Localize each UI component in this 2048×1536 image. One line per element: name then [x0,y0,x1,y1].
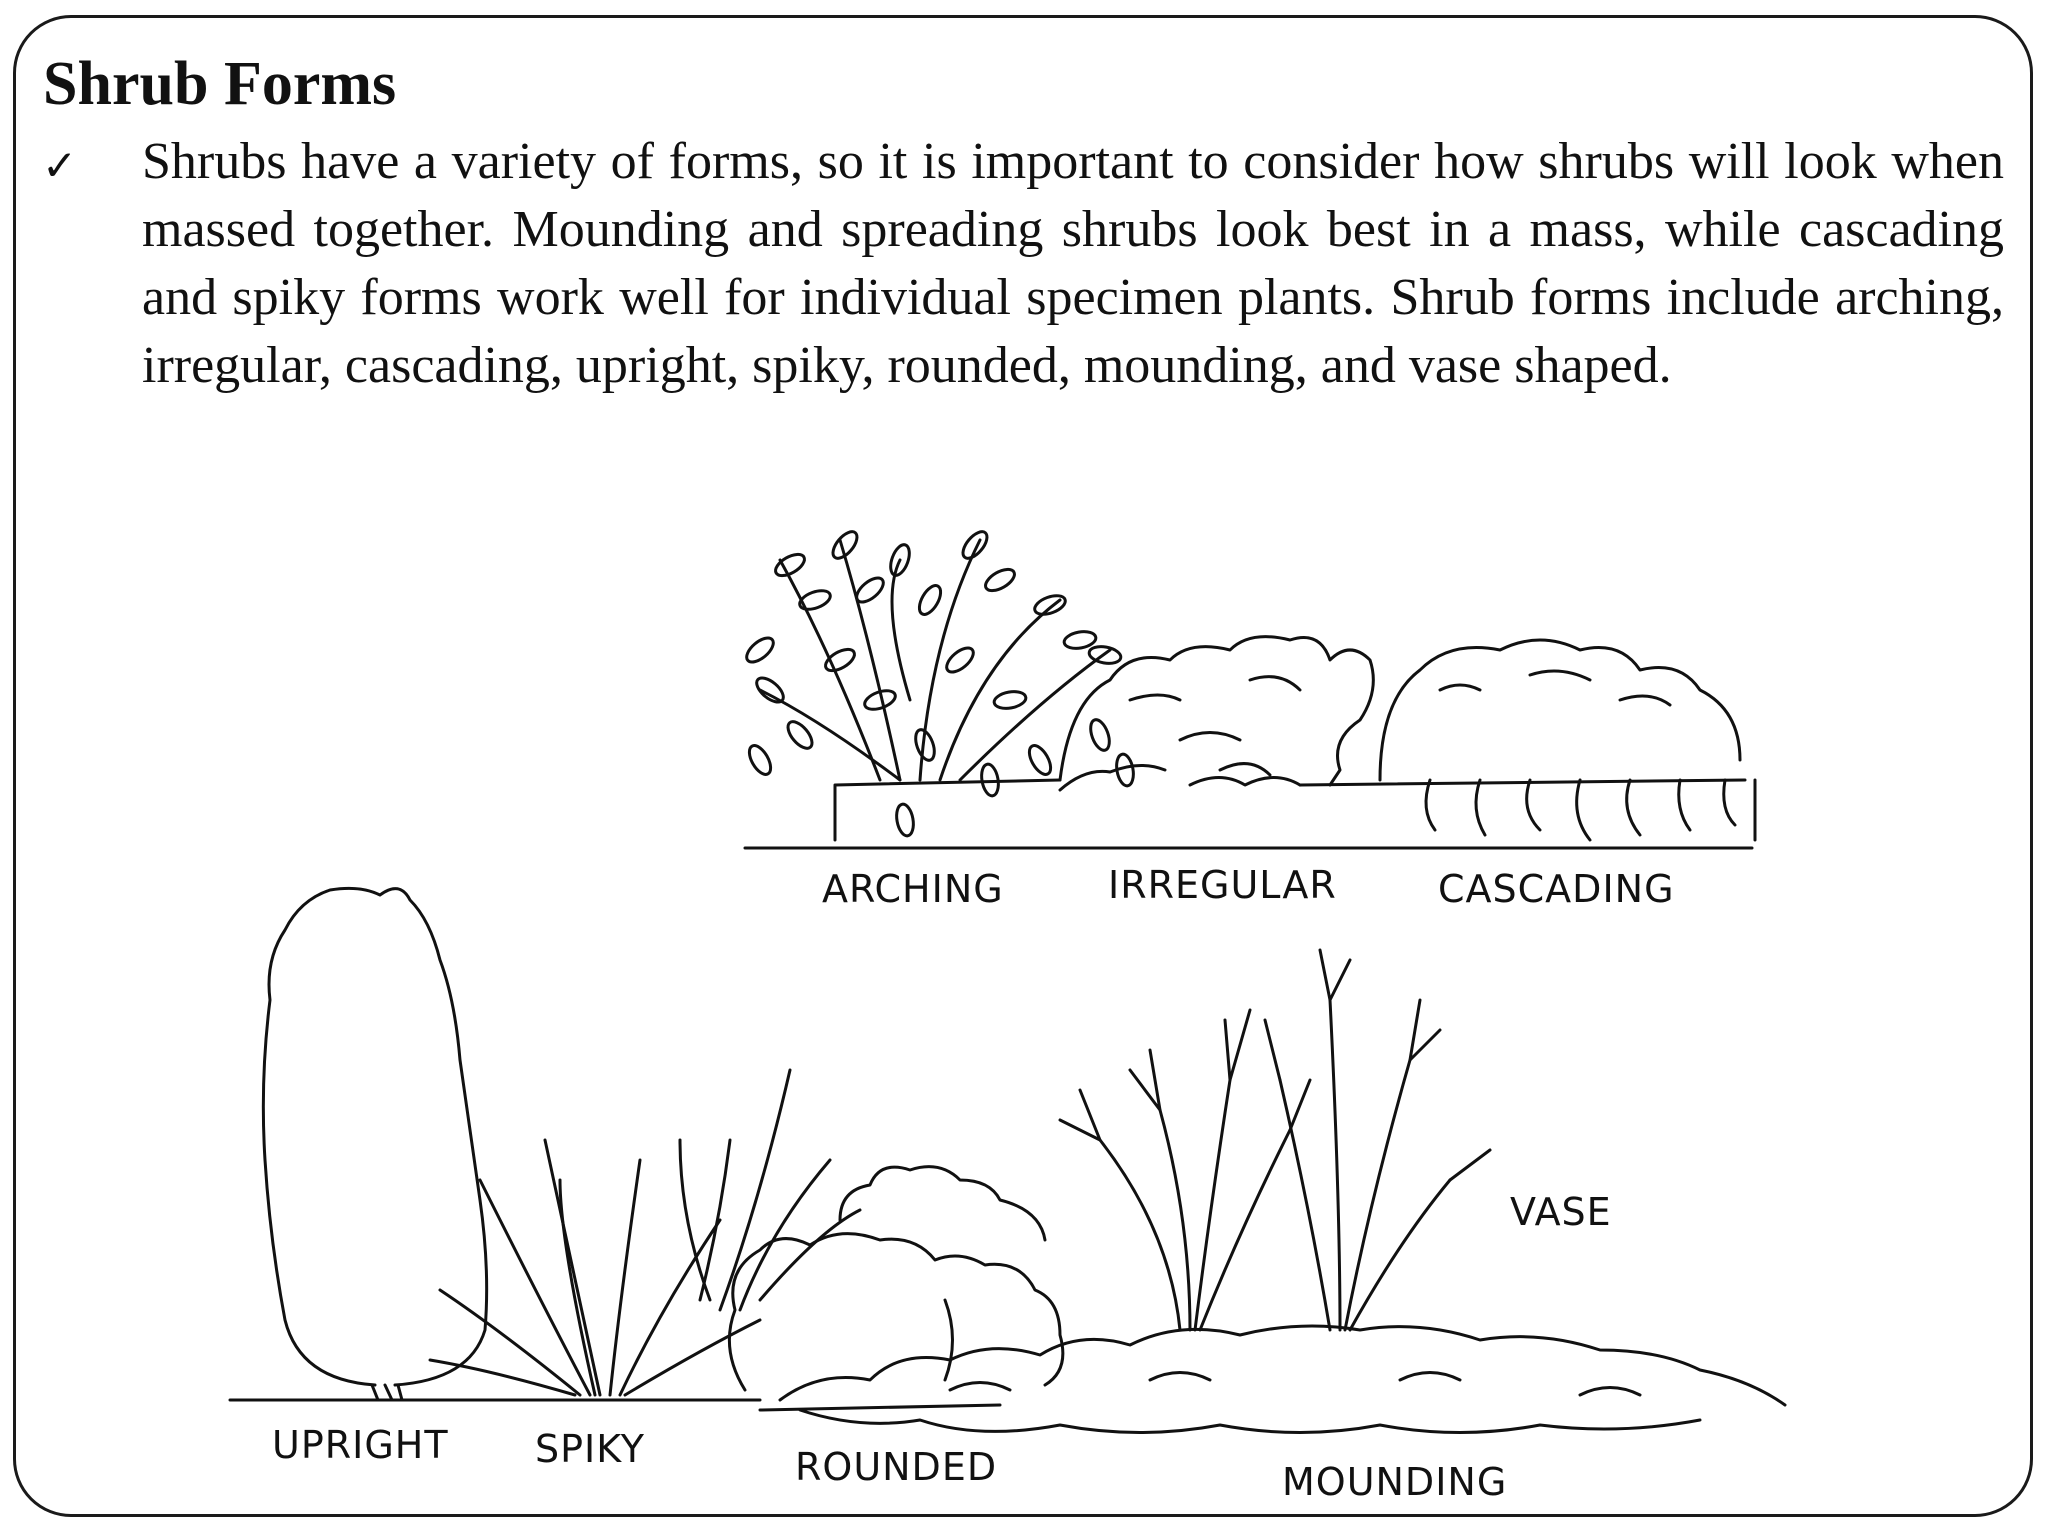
vase-shrub-sketch [1060,950,1490,1330]
lower-ground-sketch [230,1400,1000,1410]
upright-shrub-sketch [263,888,486,1400]
checkmark-icon: ✓ [42,141,78,190]
arching-shrub-sketch [743,528,1136,838]
label-cascading: CASCADING [1438,867,1675,911]
label-mounding: MOUNDING [1282,1460,1508,1504]
label-irregular: IRREGULAR [1108,863,1337,907]
label-upright: UPRIGHT [272,1423,449,1467]
slide-title: Shrub Forms [43,50,397,118]
label-rounded: ROUNDED [795,1445,998,1489]
label-arching: ARCHING [822,867,1004,911]
irregular-shrub-sketch [1060,637,1373,785]
spiky-shrub-sketch [430,1070,860,1395]
label-vase: VASE [1510,1190,1612,1234]
bullet-text: Shrubs have a variety of forms, so it is important to consider how shrubs will look when massed together. Mounding and spreading shrubs look best in a mass, while cascading and spiky forms work well for individual specimen plants. Shrub forms include arching, irregular, cascading, upright, spiky, rounded, mounding, and vase shaped. [142,133,2004,394]
mounding-shrub-sketch [780,1326,1785,1433]
label-spiky: SPIKY [535,1427,646,1471]
cascading-shrub-sketch [1380,640,1740,840]
